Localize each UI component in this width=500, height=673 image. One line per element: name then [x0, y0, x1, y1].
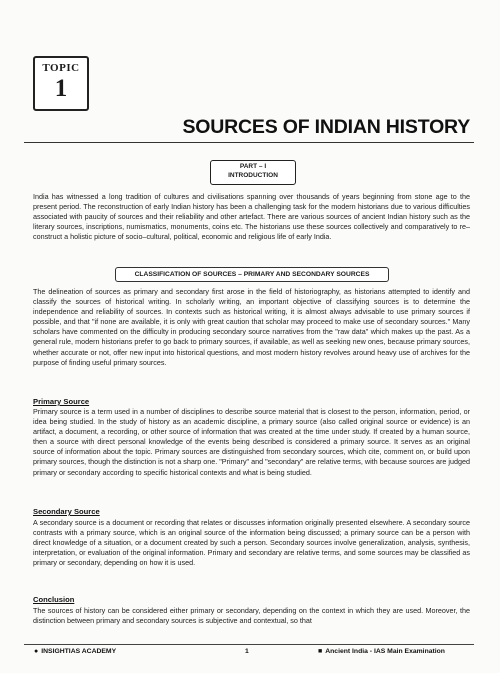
bullet-icon: ● [34, 648, 39, 655]
conclusion-heading: Conclusion [33, 595, 75, 604]
topic-number: 1 [54, 75, 68, 102]
secondary-source-paragraph: A secondary source is a document or recording that relates or discusses information originally presented elsewhere. A secondary source contrasts with a primary source, which is an original source of the information being discussed; a primary source can be a person with direct knowledge of a situation, or a document created by such a person. Secondary sources involve generalization, analysis, synthesis, interpretation, or evaluation of the original information. Primary and secondary are relative terms, and some sources may be classified as primary or secondary, depending on how it is used. [33, 518, 470, 568]
page-title: SOURCES OF INDIAN HISTORY [182, 116, 470, 138]
page-number: 1 [245, 648, 249, 655]
intro-paragraph: India has witnessed a long tradition of cultures and civilisations spanning over thousands of years beginning from stone age to the present period. The reconstruction of early Indian history has been a challenging task for the modern historians due to various difficulties associated with paucity of sources and their reliability and other artefact. There are various sources of ancient Indian history such as the literary sources, inscriptions, numismatics, monuments, coins etc. The historians use these sources collectively and comparatively to re–construct a holistic picture of socio–cultural, political, economic and religious life of early India. [33, 192, 470, 242]
footer-book-title-label: Ancient India - IAS Main Examination [325, 648, 445, 655]
footer-publisher-label: INSIGHTIAS ACADEMY [41, 648, 117, 655]
square-bullet-icon: ■ [318, 648, 323, 655]
title-divider [24, 142, 474, 143]
topic-box [33, 56, 89, 111]
classification-heading: CLASSIFICATION OF SOURCES – PRIMARY AND SECONDARY SOURCES [115, 267, 389, 282]
classification-paragraph: The delineation of sources as primary and secondary first arose in the field of historiography, as historians attempted to identify and classify the sources of historical writing. In scholarly writing, an important objective of classifying sources is to determine the independence and reliability of sources. In contexts such as historical writing, it is almost always advisable to use primary sources if possible, and that "if none are available, it is only with great caution that scholar may proceed to make use of secondary sources." Many scholars have commented on the difficulty in producing secondary source narratives from the "raw data" which makes up the past. As a general rule, modern historians prefer to go back to primary sources, if available, as well as seeking new ones, because primary sources, whether accurate or not, offer new input into historical questions, and most modern history revolves around heavy use of archives for the purpose of finding useful primary sources. [33, 287, 470, 367]
footer-book-title [318, 648, 445, 655]
footer-divider [24, 644, 474, 645]
primary-source-heading: Primary Source [33, 397, 90, 406]
part-number: PART – I [239, 163, 267, 170]
primary-source-paragraph: Primary source is a term used in a number of disciplines to describe source material that is closest to the person, information, period, or idea being studied. In the study of history as an academic discipline, a primary source (also called original source or evidence) is an artifact, a document, a recording, or other source of information that was created at the time under study. If created by a human source, then a source with direct personal knowledge of the events being described is considered a primary source. It serves as an original source of information about the topic. Primary sources are distinguished from secondary sources, which cite, comment on, or build upon primary sources, though the distinction is not a sharp one. "Primary" and "secondary" are relative terms, with because sources are judged primary or secondary according to specific historical contexts and what is being studied. [33, 407, 470, 477]
footer-publisher [34, 648, 116, 655]
secondary-source-heading: Secondary Source [33, 507, 100, 516]
part-label-box [210, 160, 296, 185]
conclusion-paragraph: The sources of history can be considered either primary or secondary, depending on the context in which they are used. Moreover, the distinction between primary and secondary sources is subjective and contextual, so that [33, 606, 470, 626]
part-title: INTRODUCTION [228, 172, 278, 179]
topic-label: TOPIC [42, 62, 80, 74]
